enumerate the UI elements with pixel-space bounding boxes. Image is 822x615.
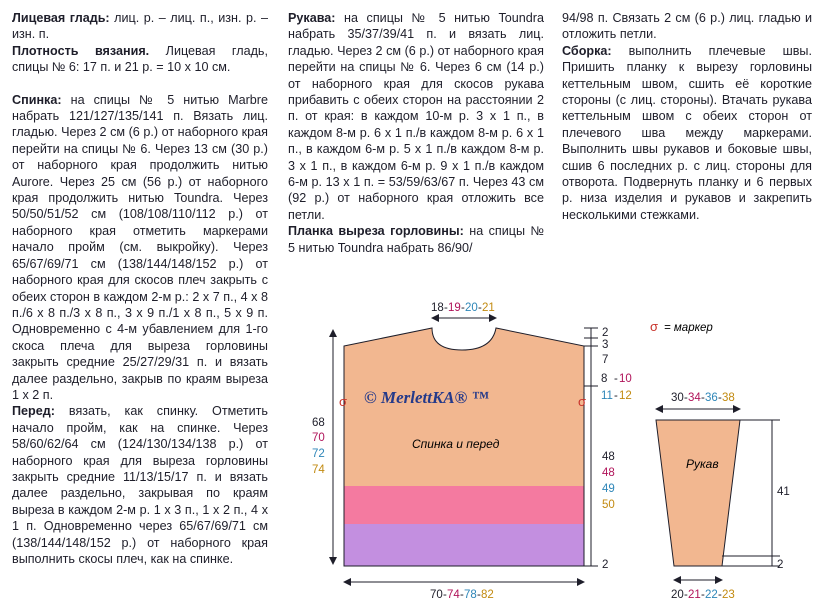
front-text: вязать, как спинку. Отметить начало пройм, как на спинке. Через 58/60/62/64 см (124/130/134/138 р.) от наборного края для выреза горловины закрыть средние 11/13/15/17 п. и вязать далее раздельно, закрывая по краям выреза в каждом 2-м р. 1 х 3 п., 1 х 2 п., 4 х 1 п. Одновременно через 65/67/69/71 см (138/144/148/152 р.) от наборного края выполнить скосы плеч, как на спинке. — [12, 404, 268, 566]
assembly-text: выполнить плечевые швы. Пришить планку к вырезу горловины кеттельным швом, сшить её короткие стороны (с лиц. стороны). Втачать рукава кеттельным швом с обеих сторон от плечевого шва между маркерами. Выполнить швы рукавов и боковые швы, сшив 6 последних р. с лиц. стороны для отворота. Подвернуть планку и 6 первых р. низа изделия и рукавов и закрепить несколькими стежками. — [562, 43, 812, 222]
svg-text:-: - — [701, 392, 705, 404]
svg-text:-: - — [478, 302, 482, 314]
svg-text:21: 21 — [688, 589, 701, 601]
svg-text:82: 82 — [481, 589, 494, 601]
density-title: Плотность вязания. — [12, 43, 150, 58]
svg-text:-: - — [718, 589, 722, 601]
svg-text:36: 36 — [705, 392, 718, 404]
svg-text:20: 20 — [671, 589, 684, 601]
svg-text:12: 12 — [619, 390, 632, 402]
density-text: Лицевая гладь, спицы № 6: 17 п. и 21 р. = 10 х 10 см. — [12, 43, 268, 75]
svg-text:-: - — [614, 390, 618, 402]
svg-text:3: 3 — [602, 339, 609, 351]
svg-text:10: 10 — [619, 373, 632, 385]
neck-width-labels — [431, 302, 495, 314]
svg-text:-: - — [444, 302, 448, 314]
svg-text:7: 7 — [602, 354, 609, 366]
marker-legend-text: = маркер — [664, 322, 713, 334]
svg-text:20: 20 — [465, 302, 478, 314]
svg-text:30: 30 — [671, 392, 684, 404]
watermark: © MerlettKA® ™ — [364, 388, 489, 407]
marker-legend-icon: σ — [650, 319, 659, 334]
svg-text:68: 68 — [312, 417, 325, 429]
right-dimension-labels — [601, 327, 632, 571]
svg-text:74: 74 — [447, 589, 460, 601]
svg-text:38: 38 — [722, 392, 735, 404]
body-label: Спинка и перед — [412, 437, 500, 451]
svg-text:74: 74 — [312, 464, 325, 476]
svg-text:50: 50 — [602, 499, 615, 511]
sleeve-text: на спицы № 5 нитью Toundra набрать 35/37/39/41 п. и вязать лиц. гладью. Через 2 см (6 р.) от наборного края перейти на спицы № 6. Через 6 см (14 р.) от наборного края для скосов рукава прибавить с обеих сторон на расстоянии 2 п. от края: в каждом 10-м р. 3 х 1 п., в каждом 8-м р. 6 х 1 п./в каждом 8-м р. 6 х 1 п., в каждом 6-м р. 5 х 1 п./в каждом 8-м р. 3 х 1 п., в каждом 6-м р. 9 х 1 п./в каждом 6-м р. 13 х 1 п. = 53/59/63/67 п. Через 43 см (92 р.) от наборного края отложить все петли. — [288, 11, 544, 222]
front-title: Перед: — [12, 404, 55, 419]
band-text: на спицы № 5 нитью Toundra набрать 86/90/ — [288, 224, 544, 255]
sleeve-height-label: 41 — [777, 486, 790, 498]
sleeve-label: Рукав — [686, 457, 719, 471]
band-title: Планка выреза горловины: — [288, 224, 464, 239]
body-lilac-band — [340, 524, 590, 568]
svg-text:22: 22 — [705, 589, 718, 601]
svg-text:78: 78 — [464, 589, 477, 601]
svg-text:48: 48 — [602, 467, 615, 479]
svg-text:-: - — [443, 589, 447, 601]
svg-text:49: 49 — [602, 483, 615, 495]
marker-icon-left: σ — [339, 394, 348, 409]
svg-text:21: 21 — [482, 302, 495, 314]
sleeve-piece — [656, 420, 740, 566]
svg-text:-: - — [701, 589, 705, 601]
svg-text:34: 34 — [688, 392, 701, 404]
svg-text:70: 70 — [430, 589, 443, 601]
assembly-title: Сборка: — [562, 43, 612, 58]
sleeve-hem-label: 2 — [777, 559, 784, 571]
svg-text:18: 18 — [431, 302, 444, 314]
svg-text:23: 23 — [722, 589, 735, 601]
body-width-labels — [430, 589, 494, 601]
sleeve-title: Рукава: — [288, 11, 336, 25]
svg-text:8: 8 — [601, 373, 608, 385]
svg-text:19: 19 — [448, 302, 461, 314]
sleeve-bottom-labels — [671, 589, 735, 601]
svg-text:70: 70 — [312, 432, 325, 444]
body-pink-band — [340, 486, 590, 524]
svg-text:2: 2 — [602, 327, 609, 339]
svg-text:-: - — [461, 302, 465, 314]
back-title: Спинка: — [12, 92, 62, 107]
right-tick-marks — [584, 328, 598, 566]
svg-text:-: - — [460, 589, 464, 601]
body-height-labels — [312, 417, 325, 476]
gauge-title: Лицевая гладь: — [12, 11, 110, 25]
svg-text:48: 48 — [602, 451, 615, 463]
svg-text:-: - — [477, 589, 481, 601]
svg-text:2: 2 — [602, 559, 609, 571]
sleeve-top-labels — [671, 392, 735, 404]
marker-icon-right: σ — [578, 394, 587, 409]
band-continuation: 94/98 п. Связать 2 см (6 р.) лиц. гладью и отложить петли. — [562, 11, 812, 42]
svg-text:-: - — [684, 392, 688, 404]
back-text: на спицы № 5 нитью Marbre набрать 121/127/135/141 п. Вязать лиц. гладью. Через 2 см (6 р.) от наборного края перейти на спицы № 6. Через 13 см (30 р.) от наборного края продолжить нитью Aurore. Через 25 см (56 р.) от наборного края продолжить нитью Toundra. Через 50/50/51/52 см (108/108/110/112 р.) от наборного края отметить маркерами начало пройм (см. выкройку). Через 65/67/69/71 см (138/144/148/152 р.) от наборного края для скосов плеч закрыть с обеих сторон в каждом 2-м р.: 2 х 7 п., 4 х 8 п./6 х 8 п./3 х 8 п., 3 х 9 п./1 х 8 п., 5 х 9 п. Одновременно с 4-м убавлением для 1-го скоса плеча для выреза горловины закрыть средние 25/27/29/31 п. и вязать далее раздельно, закрыв по краям выреза 1 х 2 п. — [12, 92, 268, 402]
svg-text:11: 11 — [601, 390, 613, 402]
svg-text:-: - — [684, 589, 688, 601]
svg-text:-: - — [614, 373, 618, 385]
gauge-text: лиц. р. – лиц. п., изн. р. – изн. п. — [12, 11, 269, 42]
svg-text:-: - — [718, 392, 722, 404]
svg-text:72: 72 — [312, 448, 325, 460]
